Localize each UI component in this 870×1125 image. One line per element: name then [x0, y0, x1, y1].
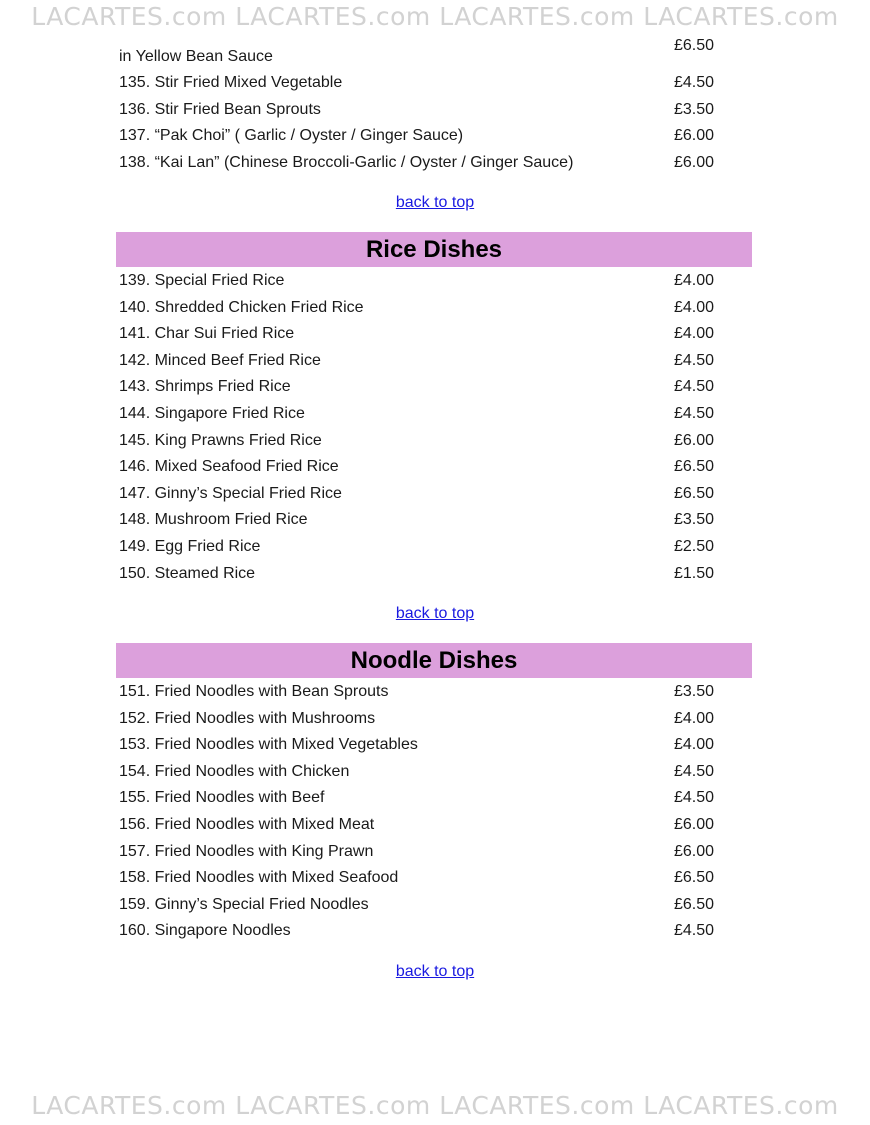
menu-row [119, 123, 719, 150]
menu-item-name: 155. Fried Noodles with Beef [119, 789, 325, 807]
rice-dishes-list [119, 268, 719, 587]
noodle-dishes-list [119, 679, 719, 945]
menu-row [119, 785, 719, 812]
menu-item-name: 142. Minced Beef Fried Rice [119, 351, 321, 369]
menu-item-price: £4.00 [674, 736, 715, 754]
back-to-top-link[interactable]: back to top [395, 194, 475, 211]
menu-item-price: £6.00 [674, 431, 715, 449]
menu-item-name: 156. Fried Noodles with Mixed Meat [119, 815, 375, 833]
menu-item-name: 139. Special Fried Rice [119, 272, 285, 289]
menu-item-price: £6.50 [674, 869, 715, 887]
menu-row [119, 839, 719, 866]
menu-item-name: 143. Shrimps Fried Rice [119, 378, 291, 396]
menu-item-price: £6.00 [674, 153, 715, 171]
menu-item-name: 154. Fried Noodles with Chicken [119, 762, 350, 780]
menu-row [119, 70, 719, 97]
menu-item-name: 141. Char Sui Fried Rice [119, 325, 295, 343]
menu-item-name: 144. Singapore Fried Rice [119, 404, 305, 422]
menu-row [119, 321, 719, 348]
menu-row [119, 561, 719, 588]
menu-item-price: £4.50 [674, 762, 715, 780]
menu-item-name: 153. Fried Noodles with Mixed Vegetables [119, 736, 418, 754]
menu-row [119, 892, 719, 919]
menu-item-price: £6.00 [674, 842, 715, 860]
menu-item-price: £4.00 [674, 709, 715, 727]
menu-item-price: £6.00 [674, 127, 715, 145]
menu-item-price: £6.50 [674, 37, 715, 54]
menu-item-name: 146. Mixed Seafood Fried Rice [119, 458, 339, 476]
menu-item-price: £1.50 [674, 564, 715, 582]
menu-row [119, 348, 719, 375]
menu-item-price: £3.50 [674, 511, 715, 529]
menu-item-name: 135. Stir Fried Mixed Vegetable [119, 74, 343, 91]
watermark-top: LACARTES.com LACARTES.com LACARTES.com LACARTES.com [31, 2, 839, 31]
menu-item-price: £4.50 [674, 404, 715, 422]
menu-item-name: 157. Fried Noodles with King Prawn [119, 842, 374, 860]
menu-item-price: £4.00 [674, 272, 715, 289]
menu-item-price: £6.00 [674, 815, 715, 833]
menu-row [119, 918, 719, 945]
menu-item-price: £4.50 [674, 922, 715, 940]
menu-item-price: £4.00 [674, 325, 715, 343]
menu-row [119, 428, 719, 455]
menu-item-price: £3.50 [674, 100, 715, 118]
menu-row [119, 706, 719, 733]
menu-row [119, 507, 719, 534]
menu-row [119, 759, 719, 786]
menu-row [119, 454, 719, 481]
menu-item-name: 147. Ginny’s Special Fried Rice [119, 484, 342, 502]
back-to-top-link[interactable]: back to top [395, 605, 475, 622]
menu-row [119, 812, 719, 839]
menu-item-name: 145. King Prawns Fried Rice [119, 431, 322, 449]
menu-item-name: 159. Ginny’s Special Fried Noodles [119, 895, 369, 913]
menu-item-name: 136. Stir Fried Bean Sprouts [119, 100, 321, 118]
menu-item-price: £4.50 [674, 789, 715, 807]
menu-row [119, 150, 719, 177]
section-header-noodle: Noodle Dishes [116, 643, 752, 678]
menu-row [119, 481, 719, 508]
watermark-bottom: LACARTES.com LACARTES.com LACARTES.com LACARTES.com [31, 1091, 839, 1120]
menu-item-name: 138. “Kai Lan” (Chinese Broccoli-Garlic / Oyster / Ginger Sauce) [119, 153, 574, 171]
menu-item-price: £4.00 [674, 298, 715, 316]
menu-row [119, 865, 719, 892]
menu-item-price: £6.50 [674, 895, 715, 913]
menu-item-price: £4.50 [674, 351, 715, 369]
menu-item-name: 150. Steamed Rice [119, 564, 256, 582]
back-to-top-link[interactable]: back to top [395, 963, 475, 980]
menu-item-price: £6.50 [674, 458, 715, 476]
menu-item-price: £2.50 [674, 537, 715, 555]
menu-row [119, 374, 719, 401]
menu-item-price: £3.50 [674, 683, 715, 700]
menu-row [119, 268, 719, 295]
menu-row [119, 295, 719, 322]
menu-item-name: 158. Fried Noodles with Mixed Seafood [119, 869, 399, 887]
previous-section-list [119, 70, 719, 176]
menu-row [119, 401, 719, 428]
section-header-rice: Rice Dishes [116, 232, 752, 267]
menu-item-name: 149. Egg Fried Rice [119, 537, 261, 555]
menu-item-name: 137. “Pak Choi” ( Garlic / Oyster / Ginger Sauce) [119, 127, 464, 145]
menu-row [119, 679, 719, 706]
menu-item-price: £6.50 [674, 484, 715, 502]
menu-item-name: 148. Mushroom Fried Rice [119, 511, 308, 529]
menu-item-name: 151. Fried Noodles with Bean Sprouts [119, 683, 389, 700]
menu-item-name: 152. Fried Noodles with Mushrooms [119, 709, 376, 727]
menu-item-price: £4.50 [674, 378, 715, 396]
menu-row [119, 97, 719, 124]
menu-row [119, 732, 719, 759]
menu-row [119, 534, 719, 561]
menu-item-price: £4.50 [674, 74, 715, 91]
menu-item-name: 140. Shredded Chicken Fried Rice [119, 298, 364, 316]
menu-item-name: in Yellow Bean Sauce [119, 48, 273, 65]
continued-menu-item [119, 37, 719, 73]
menu-item-name: 160. Singapore Noodles [119, 922, 291, 940]
